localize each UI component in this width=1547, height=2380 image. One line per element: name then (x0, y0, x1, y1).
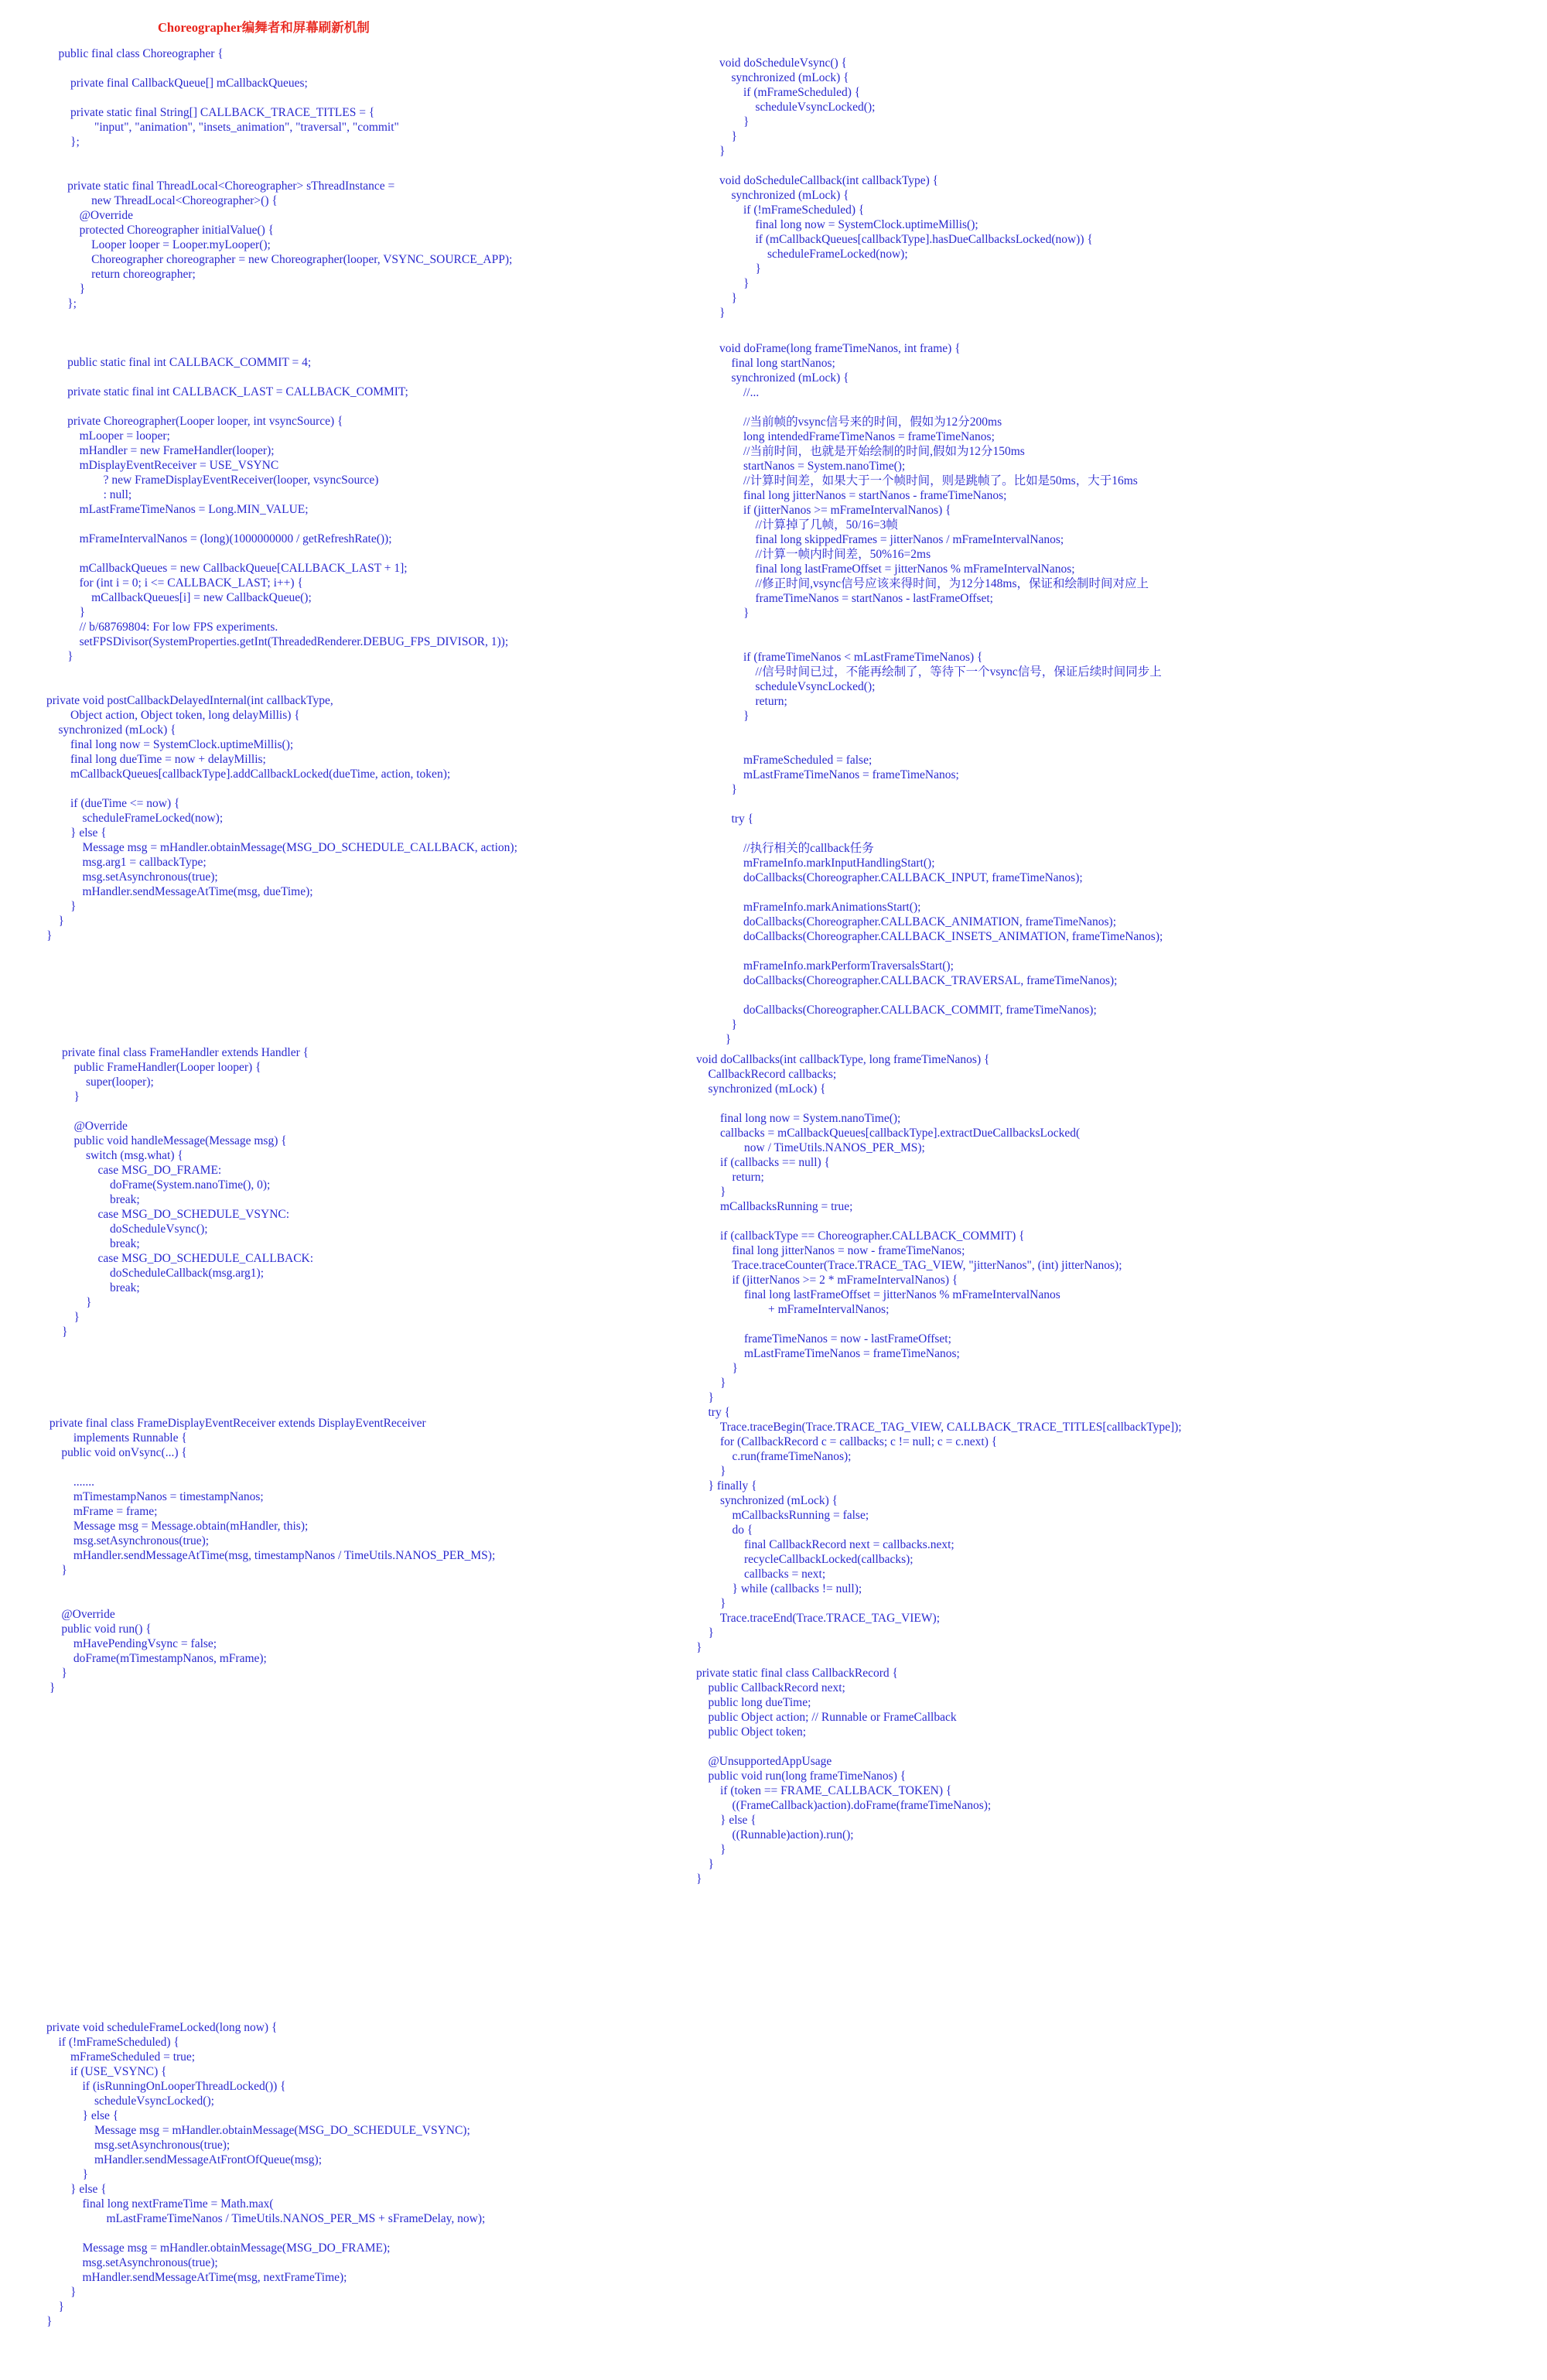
code-line: mLastFrameTimeNanos = frameTimeNanos; (719, 768, 959, 781)
code-line: Message msg = mHandler.obtainMessage(MSG_DO_SCHEDULE_VSYNC); (46, 2124, 470, 2137)
code-line: private void scheduleFrameLocked(long now) { (46, 2021, 278, 2034)
code-line: if (token == FRAME_CALLBACK_TOKEN) { (696, 1784, 952, 1797)
code-line: ((FrameCallback)action).doFrame(frameTimeNanos); (696, 1799, 992, 1812)
code-line: if (jitterNanos >= mFrameIntervalNanos) { (719, 504, 951, 517)
code-line: public void run(long frameTimeNanos) { (696, 1770, 907, 1783)
code-line: private final class FrameHandler extends Handler { (62, 1046, 309, 1059)
code-line: return; (719, 695, 787, 708)
code-line: } (46, 900, 77, 913)
code-line: break; (62, 1237, 140, 1250)
code-line: msg.setAsynchronous(true); (46, 1534, 210, 1547)
code-line: void doCallbacks(int callbackType, long frameTimeNanos) { (696, 1053, 990, 1066)
code-line: mFrameInfo.markAnimationsStart(); (719, 901, 921, 914)
code-line: final long startNanos; (719, 357, 835, 370)
code-line: startNanos = System.nanoTime(); (719, 460, 906, 473)
code-line: Trace.traceCounter(Trace.TRACE_TAG_VIEW, "jitterNanos", (int) jitterNanos); (696, 1259, 1122, 1272)
code-line: break; (62, 1193, 140, 1206)
code-line: private static final ThreadLocal<Choreographer> sThreadInstance = (46, 180, 395, 193)
code-line: final long jitterNanos = now - frameTimeNanos; (696, 1244, 965, 1257)
code-line: final long now = System.nanoTime(); (696, 1112, 901, 1125)
code-line: } (46, 1564, 67, 1577)
code-line: } (719, 783, 737, 796)
code-line: //信号时间已过，不能再绘制了，等待下一个vsync信号，保证后续时间同步上 (719, 665, 1162, 679)
code-line: ....... (46, 1476, 94, 1489)
code-line: msg.setAsynchronous(true); (46, 2256, 218, 2269)
code-line: Object action, Object token, long delayMillis) { (46, 709, 300, 722)
code-line: //计算时间差，如果大于一个帧时间，则是跳帧了。比如是50ms，大于16ms (719, 474, 1138, 487)
code-line: void doFrame(long frameTimeNanos, int frame) { (719, 342, 961, 355)
code-line: } else { (46, 826, 107, 839)
code-line: case MSG_DO_SCHEDULE_VSYNC: (62, 1208, 290, 1221)
code-line: new ThreadLocal<Choreographer>() { (46, 194, 278, 207)
code-line: mCallbacksRunning = true; (696, 1200, 853, 1213)
code-line: } (696, 1391, 714, 1404)
code-line: if (isRunningOnLooperThreadLocked()) { (46, 2080, 286, 2093)
code-line: doFrame(System.nanoTime(), 0); (62, 1178, 271, 1192)
code-line: } (62, 1296, 92, 1309)
code-line: private static final String[] CALLBACK_TRACE_TITLES = { (46, 106, 375, 119)
code-line: Message msg = mHandler.obtainMessage(MSG_DO_SCHEDULE_CALLBACK, action); (46, 841, 517, 854)
code-line: recycleCallbackLocked(callbacks); (696, 1553, 914, 1566)
code-line: } (62, 1311, 80, 1324)
code-line: final long lastFrameOffset = jitterNanos % mFrameIntervalNanos; (719, 563, 1075, 576)
choreographer-class-code (46, 46, 512, 664)
code-line: } (696, 1626, 714, 1640)
code-line: callbacks = next; (696, 1568, 826, 1581)
code-line: break; (62, 1281, 140, 1294)
code-line: //执行相关的callback任务 (719, 842, 874, 855)
do-frame-code (719, 341, 1163, 1047)
code-line: scheduleVsyncLocked(); (46, 2094, 214, 2108)
code-line: synchronized (mLock) { (46, 723, 176, 737)
code-line: public final class Choreographer { (46, 47, 224, 60)
code-line: do { (696, 1523, 753, 1537)
code-line: private static final int CALLBACK_LAST = CALLBACK_COMMIT; (46, 385, 408, 398)
code-line: mFrame = frame; (46, 1505, 158, 1518)
code-line: mHandler.sendMessageAtTime(msg, nextFrameTime); (46, 2271, 347, 2284)
code-line: case MSG_DO_SCHEDULE_CALLBACK: (62, 1252, 314, 1265)
code-line: //计算掉了几帧，50/16=3帧 (719, 518, 898, 532)
code-line: if (mCallbackQueues[callbackType].hasDueCallbacksLocked(now)) { (719, 233, 1093, 246)
code-line: doCallbacks(Choreographer.CALLBACK_COMMIT, frameTimeNanos); (719, 1004, 1097, 1017)
code-line: } (719, 607, 750, 620)
code-line: }; (46, 297, 77, 310)
code-line: protected Choreographer initialValue() { (46, 224, 275, 237)
code-line: } finally { (696, 1479, 757, 1493)
code-line: mLooper = looper; (46, 429, 170, 443)
code-line: case MSG_DO_FRAME: (62, 1164, 222, 1177)
code-line: } (46, 2315, 53, 2328)
code-line: } (696, 1858, 714, 1871)
code-line: //当前帧的vsync信号来的时间，假如为12分200ms (719, 415, 1002, 429)
code-line: if (frameTimeNanos < mLastFrameTimeNanos) { (719, 651, 983, 664)
code-line: @Override (62, 1120, 128, 1133)
post-callback-delayed-internal-code (46, 693, 517, 943)
code-line: final long jitterNanos = startNanos - frameTimeNanos; (719, 489, 1007, 502)
code-line: scheduleFrameLocked(now); (719, 248, 908, 261)
code-line: long intendedFrameTimeNanos = frameTimeNanos; (719, 430, 995, 443)
code-line: public long dueTime; (696, 1696, 811, 1709)
code-line: @UnsupportedAppUsage (696, 1755, 832, 1768)
code-line: doCallbacks(Choreographer.CALLBACK_TRAVERSAL, frameTimeNanos); (719, 974, 1118, 987)
code-line: scheduleVsyncLocked(); (719, 680, 876, 693)
code-line: @Override (46, 209, 133, 222)
code-line: doCallbacks(Choreographer.CALLBACK_INPUT, frameTimeNanos); (719, 871, 1083, 884)
code-line: } (696, 1376, 726, 1390)
code-line: } (719, 306, 726, 320)
code-line: mLastFrameTimeNanos = frameTimeNanos; (696, 1347, 960, 1360)
code-line: } else { (46, 2183, 107, 2196)
code-line: mCallbackQueues = new CallbackQueue[CALLBACK_LAST + 1]; (46, 562, 408, 575)
code-line: frameTimeNanos = now - lastFrameOffset; (696, 1332, 951, 1346)
code-line: for (int i = 0; i <= CALLBACK_LAST; i++) { (46, 576, 303, 590)
code-line: private final class FrameDisplayEventReceiver extends DisplayEventReceiver (46, 1417, 426, 1430)
code-line: } (719, 130, 737, 143)
code-line: mDisplayEventReceiver = USE_VSYNC (46, 459, 279, 472)
code-line: private Choreographer(Looper looper, int vsyncSource) { (46, 415, 343, 428)
code-line: public void run() { (46, 1623, 152, 1636)
code-line: } else { (46, 2109, 119, 2122)
code-line: mHandler.sendMessageAtTime(msg, dueTime); (46, 885, 313, 898)
code-line: public CallbackRecord next; (696, 1681, 845, 1694)
code-line: } (696, 1843, 726, 1856)
code-line: } (46, 2168, 88, 2181)
code-line: public void onVsync(...) { (46, 1446, 187, 1459)
code-line: } (719, 1018, 737, 1031)
code-line: } (719, 262, 761, 275)
code-line: implements Runnable { (46, 1431, 187, 1445)
code-line: Looper looper = Looper.myLooper(); (46, 238, 271, 251)
code-line: mHandler.sendMessageAtTime(msg, timestampNanos / TimeUtils.NANOS_PER_MS); (46, 1549, 496, 1562)
code-line: frameTimeNanos = startNanos - lastFrameOffset; (719, 592, 993, 605)
code-line: mHandler.sendMessageAtFrontOfQueue(msg); (46, 2153, 323, 2166)
code-line: ? new FrameDisplayEventReceiver(looper, vsyncSource) (46, 474, 379, 487)
code-line: mLastFrameTimeNanos / TimeUtils.NANOS_PER_MS + sFrameDelay, now); (46, 2212, 486, 2225)
code-line: synchronized (mLock) { (719, 71, 849, 84)
code-line: doScheduleVsync(); (62, 1222, 208, 1236)
code-line: + mFrameIntervalNanos; (696, 1303, 890, 1316)
code-line: CallbackRecord callbacks; (696, 1068, 837, 1081)
code-line: if (mFrameScheduled) { (719, 86, 861, 99)
code-line: } (719, 1033, 732, 1046)
code-line: try { (696, 1406, 731, 1419)
code-line: synchronized (mLock) { (719, 189, 849, 202)
code-line: mHavePendingVsync = false; (46, 1637, 217, 1650)
code-line: msg.setAsynchronous(true); (46, 870, 218, 884)
code-line: mHandler = new FrameHandler(looper); (46, 444, 275, 457)
code-line: doScheduleCallback(msg.arg1); (62, 1267, 265, 1280)
code-line: } else { (696, 1814, 756, 1827)
code-line: setFPSDivisor(SystemProperties.getInt(ThreadedRenderer.DEBUG_FPS_DIVISOR, 1)); (46, 635, 509, 648)
code-line: synchronized (mLock) { (696, 1082, 826, 1096)
code-line: msg.setAsynchronous(true); (46, 2139, 231, 2152)
code-line: for (CallbackRecord c = callbacks; c != null; c = c.next) { (696, 1435, 998, 1448)
code-line: final long nextFrameTime = Math.max( (46, 2197, 274, 2211)
code-line: if (!mFrameScheduled) { (46, 2036, 179, 2049)
code-line: } (719, 710, 750, 723)
code-line: } (46, 650, 73, 663)
code-line: final long now = SystemClock.uptimeMillis(); (46, 738, 294, 751)
code-line: mCallbacksRunning = false; (696, 1509, 869, 1522)
code-line: synchronized (mLock) { (719, 371, 849, 385)
code-line: mFrameInfo.markPerformTraversalsStart(); (719, 959, 954, 973)
code-line: public Object token; (696, 1725, 807, 1739)
frame-handler-code (62, 1045, 313, 1339)
code-line: //修正时间,vsync信号应该来得时间，为12分148ms，保证和绘制时间对应上 (719, 577, 1149, 590)
code-line: Message msg = Message.obtain(mHandler, this); (46, 1520, 309, 1533)
code-line: switch (msg.what) { (62, 1149, 183, 1162)
code-line: "input", "animation", "insets_animation", "traversal", "commit" (46, 121, 399, 134)
code-line: c.run(frameTimeNanos); (696, 1450, 852, 1463)
code-line: @Override (46, 1608, 115, 1621)
code-line: final long skippedFrames = jitterNanos / mFrameIntervalNanos; (719, 533, 1064, 546)
code-line: public Object action; // Runnable or FrameCallback (696, 1711, 957, 1724)
code-line: } (46, 929, 53, 942)
code-line: } (696, 1362, 738, 1375)
code-line: public void handleMessage(Message msg) { (62, 1134, 287, 1147)
code-line: return; (696, 1171, 764, 1184)
code-line: public FrameHandler(Looper looper) { (62, 1061, 261, 1074)
code-line: final long lastFrameOffset = jitterNanos % mFrameIntervalNanos (696, 1288, 1060, 1301)
code-line: mFrameIntervalNanos = (long)(1000000000 / getRefreshRate()); (46, 532, 392, 545)
code-line: } (46, 915, 64, 928)
code-line: if (USE_VSYNC) { (46, 2065, 167, 2078)
code-line: Choreographer choreographer = new Choreographer(looper, VSYNC_SOURCE_APP); (46, 253, 513, 266)
code-line: doFrame(mTimestampNanos, mFrame); (46, 1652, 267, 1665)
code-line: return choreographer; (46, 268, 196, 281)
code-line: } (46, 2286, 77, 2299)
code-line: mCallbackQueues[callbackType].addCallbackLocked(dueTime, action, token); (46, 768, 451, 781)
code-line: private static final class CallbackRecord { (696, 1667, 898, 1680)
code-line: //... (719, 386, 760, 399)
code-line: mFrameScheduled = false; (719, 754, 873, 767)
code-line: } while (callbacks != null); (696, 1582, 862, 1595)
code-line: mFrameInfo.markInputHandlingStart(); (719, 857, 935, 870)
code-line: ((Runnable)action).run(); (696, 1828, 854, 1841)
code-line: msg.arg1 = callbackType; (46, 856, 207, 869)
code-line: : null; (46, 488, 132, 501)
code-line: } (46, 606, 86, 619)
do-callbacks-code (696, 1052, 1182, 1655)
code-line: mTimestampNanos = timestampNanos; (46, 1490, 264, 1503)
code-line: } (696, 1597, 726, 1610)
schedule-frame-locked-code (46, 2020, 485, 2329)
code-line: if (callbackType == Choreographer.CALLBACK_COMMIT) { (696, 1229, 1025, 1243)
code-line: super(looper); (62, 1075, 154, 1089)
code-line: if (!mFrameScheduled) { (719, 203, 865, 217)
code-line: mFrameScheduled = true; (46, 2050, 196, 2064)
code-line: Message msg = mHandler.obtainMessage(MSG_DO_FRAME); (46, 2242, 391, 2255)
code-line: Trace.traceEnd(Trace.TRACE_TAG_VIEW); (696, 1612, 940, 1625)
code-line: //计算一帧内时间差，50%16=2ms (719, 548, 931, 561)
code-line: final CallbackRecord next = callbacks.next; (696, 1538, 954, 1551)
code-line: if (callbacks == null) { (696, 1156, 830, 1169)
code-line: }; (46, 135, 80, 149)
code-line: } (719, 145, 726, 158)
code-line: } (696, 1641, 702, 1654)
code-line: void doScheduleCallback(int callbackType) { (719, 174, 939, 187)
code-line: } (46, 282, 86, 296)
code-line: scheduleVsyncLocked(); (719, 101, 876, 114)
code-line: } (46, 1681, 56, 1694)
code-line: now / TimeUtils.NANOS_PER_MS); (696, 1141, 925, 1154)
do-schedule-vsync-callback-code (719, 56, 1093, 320)
code-line: //当前时间，也就是开始绘制的时间,假如为12分150ms (719, 445, 1025, 458)
code-line: } (46, 1667, 67, 1680)
code-line: mLastFrameTimeNanos = Long.MIN_VALUE; (46, 503, 309, 516)
code-line: if (jitterNanos >= 2 * mFrameIntervalNanos) { (696, 1274, 958, 1287)
code-line: doCallbacks(Choreographer.CALLBACK_ANIMATION, frameTimeNanos); (719, 915, 1116, 928)
code-line: callbacks = mCallbackQueues[callbackType].extractDueCallbacksLocked( (696, 1127, 1081, 1140)
code-line: final long now = SystemClock.uptimeMillis(); (719, 218, 978, 231)
code-line: } (719, 115, 750, 128)
code-line: // b/68769804: For low FPS experiments. (46, 621, 278, 634)
code-line: private final CallbackQueue[] mCallbackQueues; (46, 77, 308, 90)
code-line: } (719, 277, 750, 290)
code-line: public static final int CALLBACK_COMMIT = 4; (46, 356, 312, 369)
code-line: synchronized (mLock) { (696, 1494, 838, 1507)
code-line: scheduleFrameLocked(now); (46, 812, 224, 825)
callback-record-code (696, 1666, 991, 1886)
code-line: } (719, 292, 737, 305)
code-line: } (46, 2300, 64, 2313)
code-line: try { (719, 812, 754, 826)
code-line: } (696, 1465, 726, 1478)
code-line: if (dueTime <= now) { (46, 797, 180, 810)
code-line: doCallbacks(Choreographer.CALLBACK_INSETS_ANIMATION, frameTimeNanos); (719, 930, 1163, 943)
frame-display-event-receiver-code (46, 1416, 495, 1695)
code-line: } (696, 1872, 702, 1886)
code-line: } (62, 1325, 68, 1339)
code-line: private void postCallbackDelayedInternal(int callbackType, (46, 694, 333, 707)
code-line: void doScheduleVsync() { (719, 56, 847, 70)
code-line: } (696, 1185, 726, 1199)
code-line: } (62, 1090, 80, 1103)
code-line: Trace.traceBegin(Trace.TRACE_TAG_VIEW, CALLBACK_TRACE_TITLES[callbackType]); (696, 1421, 1182, 1434)
code-line: final long dueTime = now + delayMillis; (46, 753, 266, 766)
page-title: Choreographer编舞者和屏幕刷新机制 (158, 20, 370, 35)
code-line: mCallbackQueues[i] = new CallbackQueue(); (46, 591, 312, 604)
